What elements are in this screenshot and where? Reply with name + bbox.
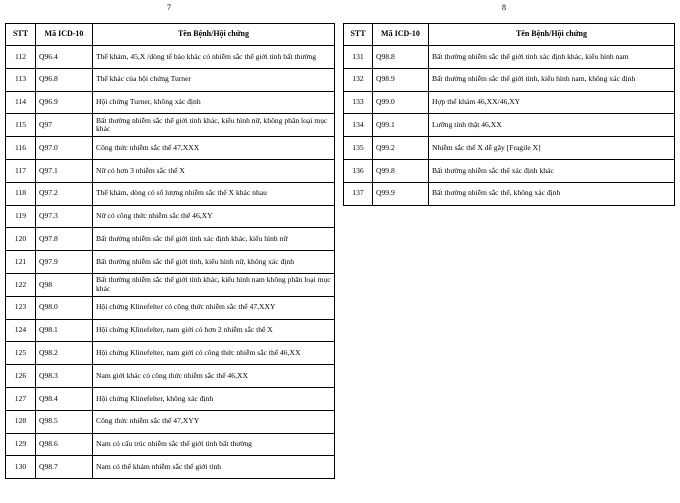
header-stt: STT bbox=[344, 24, 373, 46]
row-disease-name: Công thức nhiễm sắc thể 47,XXX bbox=[93, 137, 335, 160]
row-icd-code: Q98.3 bbox=[36, 365, 93, 388]
row-stt: 116 bbox=[6, 137, 36, 160]
row-disease-name: Lưỡng tính thật 46,XX bbox=[429, 114, 675, 137]
row-icd-code: Q96.9 bbox=[36, 91, 93, 114]
row-icd-code: Q97.9 bbox=[36, 251, 93, 274]
page-number-left: 7 bbox=[167, 3, 171, 12]
row-icd-code: Q96.8 bbox=[36, 68, 93, 91]
table-row bbox=[6, 365, 335, 388]
row-disease-name: Thể khác của hội chứng Turner bbox=[93, 68, 335, 91]
header-code: Mã ICD-10 bbox=[36, 24, 93, 46]
header-stt: STT bbox=[6, 24, 36, 46]
table-row bbox=[344, 91, 675, 114]
row-disease-name: Bất thường nhiễm sắc thể giới tính khác, kiểu hình nữ, không phân loại mục khác bbox=[93, 114, 335, 137]
row-icd-code: Q98.0 bbox=[36, 296, 93, 319]
row-disease-name: Thể khảm, 45,X /dòng tế bào khác có nhiễm sắc thể giới tính bất thường bbox=[93, 46, 335, 69]
row-icd-code: Q97.2 bbox=[36, 182, 93, 205]
row-stt: 114 bbox=[6, 91, 36, 114]
icd-table-right bbox=[343, 23, 675, 206]
row-disease-name: Nữ có hơn 3 nhiễm sắc thể X bbox=[93, 159, 335, 182]
row-icd-code: Q98.4 bbox=[36, 387, 93, 410]
row-icd-code: Q99.2 bbox=[373, 137, 429, 160]
table-row bbox=[6, 456, 335, 479]
row-disease-name: Nam có thể khảm nhiễm sắc thể giới tính bbox=[93, 456, 335, 479]
row-stt: 119 bbox=[6, 205, 36, 228]
row-icd-code: Q98.5 bbox=[36, 410, 93, 433]
table-header-row bbox=[6, 24, 335, 46]
row-disease-name: Hội chứng Klinefelter, nam giới có hơn 2 nhiễm sắc thể X bbox=[93, 319, 335, 342]
row-icd-code: Q97.0 bbox=[36, 137, 93, 160]
table-row bbox=[344, 137, 675, 160]
row-stt: 123 bbox=[6, 296, 36, 319]
row-disease-name: Nữ có công thức nhiễm sắc thể 46,XY bbox=[93, 205, 335, 228]
table-row bbox=[6, 114, 335, 137]
row-disease-name: Hội chứng Klinefelter, không xác định bbox=[93, 387, 335, 410]
row-disease-name: Hội chứng Klinefelter, nam giới có công thức nhiễm sắc thể 46,XX bbox=[93, 342, 335, 365]
icd-table-left bbox=[5, 23, 335, 479]
row-icd-code: Q97.1 bbox=[36, 159, 93, 182]
row-stt: 122 bbox=[6, 273, 36, 296]
row-stt: 125 bbox=[6, 342, 36, 365]
row-disease-name: Bất thường nhiễm sắc thể giới tính xác định khác, kiểu hình nam bbox=[429, 46, 675, 69]
table-row bbox=[6, 228, 335, 251]
header-code: Mã ICD-10 bbox=[373, 24, 429, 46]
row-stt: 118 bbox=[6, 182, 36, 205]
table-row bbox=[6, 387, 335, 410]
row-stt: 136 bbox=[344, 159, 373, 182]
table-row bbox=[6, 296, 335, 319]
row-stt: 124 bbox=[6, 319, 36, 342]
row-stt: 133 bbox=[344, 91, 373, 114]
table-row bbox=[344, 182, 675, 205]
row-icd-code: Q97 bbox=[36, 114, 93, 137]
table-row bbox=[6, 137, 335, 160]
table-row bbox=[6, 342, 335, 365]
row-stt: 137 bbox=[344, 182, 373, 205]
row-disease-name: Bất thường nhiễm sắc thể giới tính khác, kiểu hình nam không phân loại mục khác bbox=[93, 273, 335, 296]
row-disease-name: Nam giới khác có công thức nhiễm sắc thể 46,XX bbox=[93, 365, 335, 388]
row-icd-code: Q97.3 bbox=[36, 205, 93, 228]
table-row bbox=[344, 68, 675, 91]
row-icd-code: Q99.9 bbox=[373, 182, 429, 205]
table-row bbox=[344, 46, 675, 69]
row-stt: 130 bbox=[6, 456, 36, 479]
row-disease-name: Hợp thể khảm 46,XX/46,XY bbox=[429, 91, 675, 114]
row-stt: 113 bbox=[6, 68, 36, 91]
row-icd-code: Q98.9 bbox=[373, 68, 429, 91]
row-icd-code: Q96.4 bbox=[36, 46, 93, 69]
table-header-row bbox=[344, 24, 675, 46]
table-row bbox=[6, 273, 335, 296]
table-row bbox=[6, 410, 335, 433]
row-icd-code: Q99.8 bbox=[373, 159, 429, 182]
table-row bbox=[6, 159, 335, 182]
row-icd-code: Q98.7 bbox=[36, 456, 93, 479]
table-row bbox=[6, 46, 335, 69]
row-disease-name: Hội chứng Klinefelter có công thức nhiễm sắc thể 47,XXY bbox=[93, 296, 335, 319]
row-icd-code: Q98.2 bbox=[36, 342, 93, 365]
row-stt: 128 bbox=[6, 410, 36, 433]
row-icd-code: Q98.1 bbox=[36, 319, 93, 342]
row-stt: 117 bbox=[6, 159, 36, 182]
row-stt: 120 bbox=[6, 228, 36, 251]
table-row bbox=[6, 205, 335, 228]
table-row bbox=[6, 319, 335, 342]
row-stt: 131 bbox=[344, 46, 373, 69]
row-stt: 127 bbox=[6, 387, 36, 410]
row-icd-code: Q98.6 bbox=[36, 433, 93, 456]
table-row bbox=[6, 251, 335, 274]
table-row bbox=[6, 433, 335, 456]
row-stt: 132 bbox=[344, 68, 373, 91]
row-disease-name: Nhiễm sắc thể X dễ gãy [Fragile X] bbox=[429, 137, 675, 160]
row-icd-code: Q98.8 bbox=[373, 46, 429, 69]
row-icd-code: Q98 bbox=[36, 273, 93, 296]
table-row bbox=[6, 91, 335, 114]
row-disease-name: Hội chứng Turner, không xác định bbox=[93, 91, 335, 114]
row-disease-name: Bất thường nhiễm sắc thể giới tính xác định khác, kiểu hình nữ bbox=[93, 228, 335, 251]
row-stt: 129 bbox=[6, 433, 36, 456]
header-name: Tên Bệnh/Hội chứng bbox=[93, 24, 335, 46]
row-stt: 121 bbox=[6, 251, 36, 274]
row-stt: 134 bbox=[344, 114, 373, 137]
row-icd-code: Q99.0 bbox=[373, 91, 429, 114]
row-stt: 126 bbox=[6, 365, 36, 388]
header-name: Tên Bệnh/Hội chứng bbox=[429, 24, 675, 46]
table-row bbox=[344, 114, 675, 137]
row-disease-name: Bất thường nhiễm sắc thể, không xác định bbox=[429, 182, 675, 205]
page-number-right: 8 bbox=[502, 3, 506, 12]
row-disease-name: Nam có cấu trúc nhiễm sắc thể giới tính bất thường bbox=[93, 433, 335, 456]
row-disease-name: Bất thường nhiễm sắc thể giới tính, kiểu hình nam, không xác định bbox=[429, 68, 675, 91]
row-disease-name: Công thức nhiễm sắc thể 47,XYY bbox=[93, 410, 335, 433]
row-stt: 112 bbox=[6, 46, 36, 69]
row-stt: 115 bbox=[6, 114, 36, 137]
row-disease-name: Bất thường nhiễm sắc thể xác định khác bbox=[429, 159, 675, 182]
table-row bbox=[344, 159, 675, 182]
row-disease-name: Thể khảm, dòng có số lượng nhiễm sắc thể X khác nhau bbox=[93, 182, 335, 205]
table-row bbox=[6, 68, 335, 91]
row-icd-code: Q99.1 bbox=[373, 114, 429, 137]
table-row bbox=[6, 182, 335, 205]
row-disease-name: Bất thường nhiễm sắc thể giới tính, kiểu hình nữ, không xác định bbox=[93, 251, 335, 274]
row-icd-code: Q97.8 bbox=[36, 228, 93, 251]
row-stt: 135 bbox=[344, 137, 373, 160]
